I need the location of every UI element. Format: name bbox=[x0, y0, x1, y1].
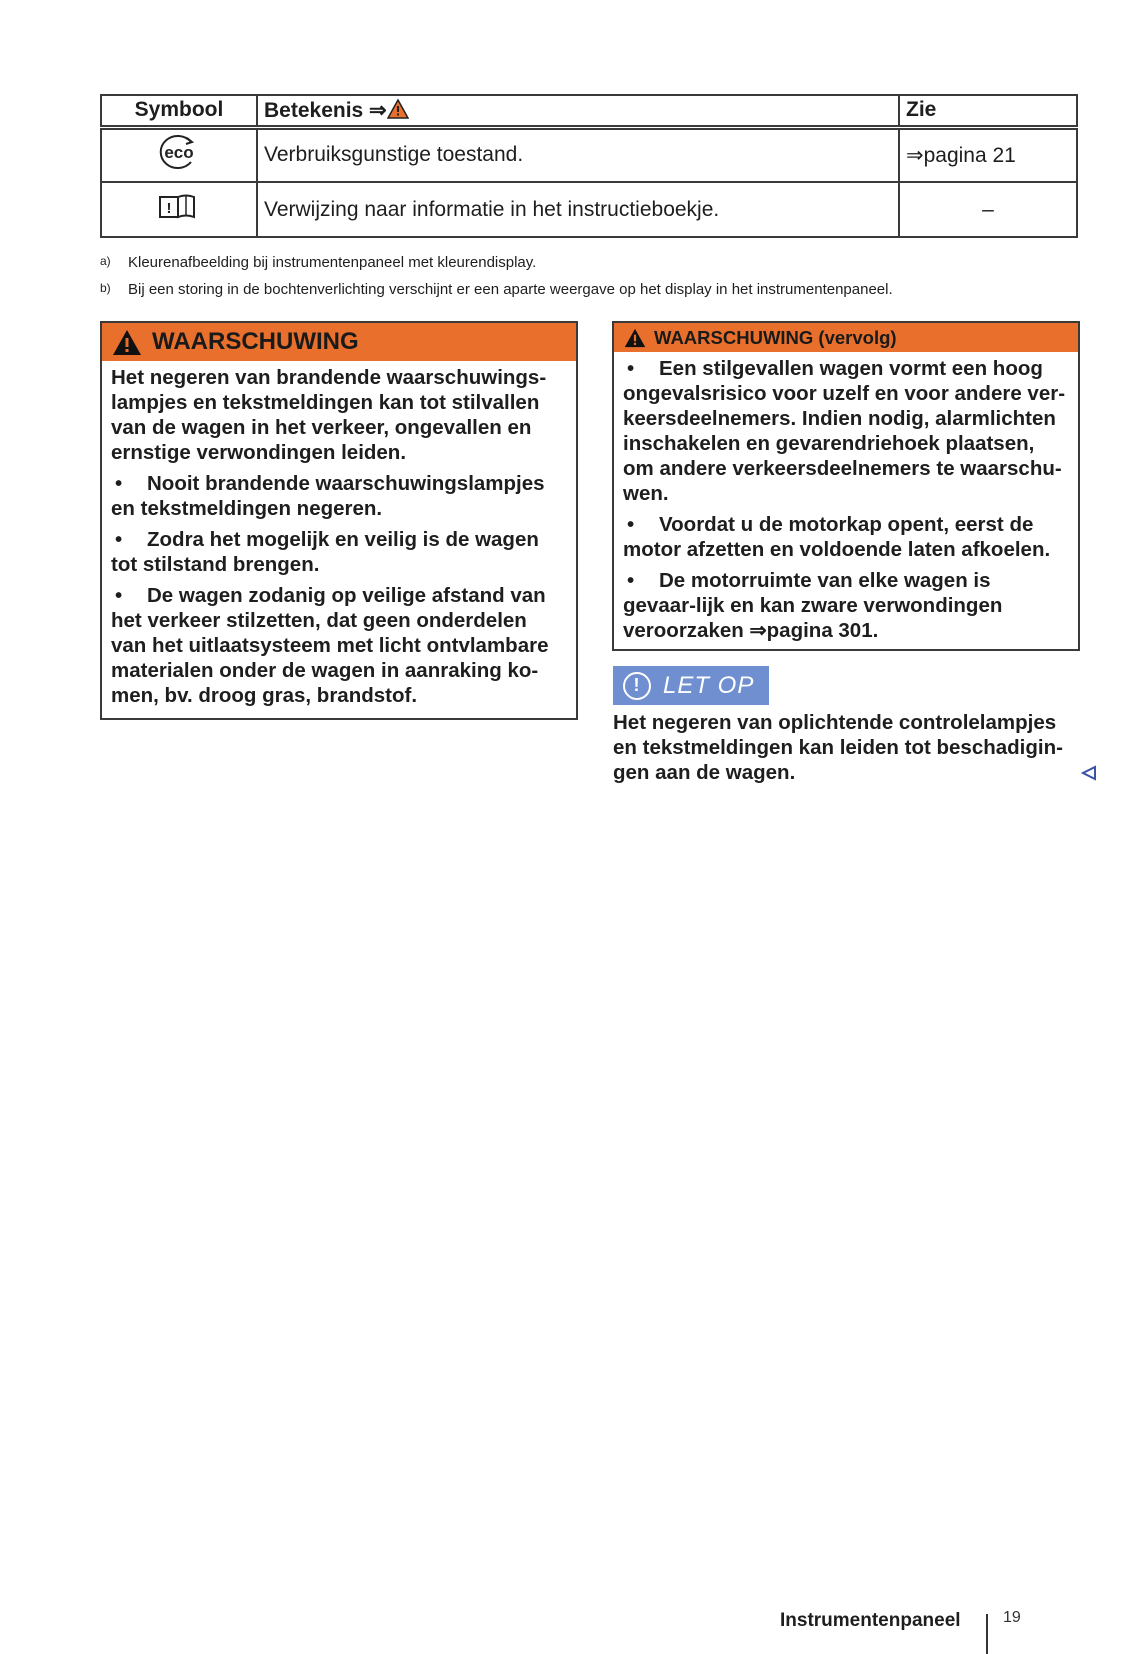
warning-bullet: • De wagen zodanig op veilige afstand van het verkeer stilzetten, dat geen onderdelen van het uitlaatsysteem met licht ontvlambare materialen onder de wagen in aanraking ko-men, bv. droog gras, brandstof. bbox=[111, 584, 549, 707]
footer-divider bbox=[986, 1614, 988, 1654]
table-header-row bbox=[101, 95, 1077, 127]
bullet-dot: • bbox=[115, 584, 123, 607]
symbol-cell bbox=[101, 182, 257, 237]
meaning-cell: Verbruiksgunstige toestand. bbox=[257, 127, 899, 182]
warning-bullet: • Voordat u de motorkap opent, eerst de motor afzetten en voldoende laten afkoelen. bbox=[623, 513, 1051, 561]
eco-icon bbox=[157, 133, 201, 171]
see-cell: ⇒pagina 21 bbox=[899, 127, 1077, 182]
footnote-mark: b) bbox=[100, 281, 111, 295]
symbol-cell bbox=[101, 127, 257, 182]
symbol-table bbox=[100, 94, 1078, 238]
see-cell: – bbox=[899, 182, 1077, 237]
exclamation-circle-icon: ! bbox=[623, 672, 651, 700]
footnote-text: Bij een storing in de bochtenverlichting verschijnt er een aparte weergave op het display in het instrumentenpaneel. bbox=[128, 281, 893, 298]
footnotes bbox=[100, 254, 1080, 308]
bullet-dot: • bbox=[627, 513, 635, 536]
notice-title: LET OP bbox=[663, 671, 755, 699]
bullet-dot: • bbox=[627, 357, 635, 380]
warning-triangle-icon bbox=[624, 328, 646, 348]
page-number: 19 bbox=[1003, 1609, 1021, 1626]
warning-continued-header bbox=[614, 323, 1078, 352]
warning-continued-box bbox=[612, 321, 1080, 651]
warning-intro: Het negeren van brandende waarschuwings-lampjes en tekstmeldingen kan tot stilvallen van de wagen in het verkeer, ongevallen en ernstige verwondingen leiden. bbox=[111, 366, 547, 464]
header-meaning bbox=[257, 95, 899, 127]
header-symbol: Symbool bbox=[101, 95, 257, 127]
warning-bullet: • De motorruimte van elke wagen is gevaar-lijk en kan zware verwondingen veroorzaken ⇒pagina 301. bbox=[623, 569, 1003, 642]
warning-triangle-icon bbox=[112, 329, 142, 356]
manual-book-icon bbox=[158, 193, 200, 221]
warning-bullet: • Nooit brandende waarschuwingslampjes en tekstmeldingen negeren. bbox=[111, 472, 545, 520]
warning-bullet: • Een stilgevallen wagen vormt een hoog ongevalsrisico voor uzelf en voor andere ver-keersdeelnemers. Indien nodig, alarmlichten inschakelen en gevarendriehoek plaatsen, om andere verkeersdeelnemers te waarschu-wen. bbox=[623, 357, 1066, 505]
table-row bbox=[101, 127, 1077, 182]
warning-box bbox=[100, 321, 578, 720]
section-end-triangle-icon bbox=[1081, 765, 1097, 781]
notice-header bbox=[613, 666, 769, 705]
svg-text:eco: eco bbox=[164, 143, 194, 163]
bullet-dot: • bbox=[115, 472, 123, 495]
header-see: Zie bbox=[899, 95, 1077, 127]
warning-header bbox=[102, 323, 576, 361]
svg-text:!: ! bbox=[166, 199, 172, 217]
warning-continued-title: WAARSCHUWING (vervolg) bbox=[654, 326, 897, 348]
warning-bullet: • Zodra het mogelijk en veilig is de wagen tot stilstand brengen. bbox=[111, 528, 539, 576]
footer-section-title: Instrumentenpaneel bbox=[780, 1610, 961, 1631]
footnote-mark: a) bbox=[100, 254, 111, 268]
warning-triangle-icon bbox=[387, 99, 409, 119]
bullet-dot: • bbox=[115, 528, 123, 551]
table-row bbox=[101, 182, 1077, 237]
notice-text: Het negeren van oplichtende controlelampjes en tekstmeldingen kan leiden tot beschadigin-gen aan de wagen. bbox=[613, 711, 1063, 784]
meaning-cell: Verwijzing naar informatie in het instructieboekje. bbox=[257, 182, 899, 237]
footnote bbox=[100, 281, 1080, 299]
bullet-dot: • bbox=[627, 569, 635, 592]
footnote bbox=[100, 254, 1080, 272]
footnote-text: Kleurenafbeelding bij instrumentenpaneel met kleurendisplay. bbox=[128, 254, 537, 271]
warning-continued-body bbox=[614, 352, 1078, 655]
warning-title: WAARSCHUWING bbox=[152, 328, 359, 355]
header-meaning-label: Betekenis ⇒ bbox=[264, 98, 387, 122]
warning-body bbox=[102, 361, 576, 720]
